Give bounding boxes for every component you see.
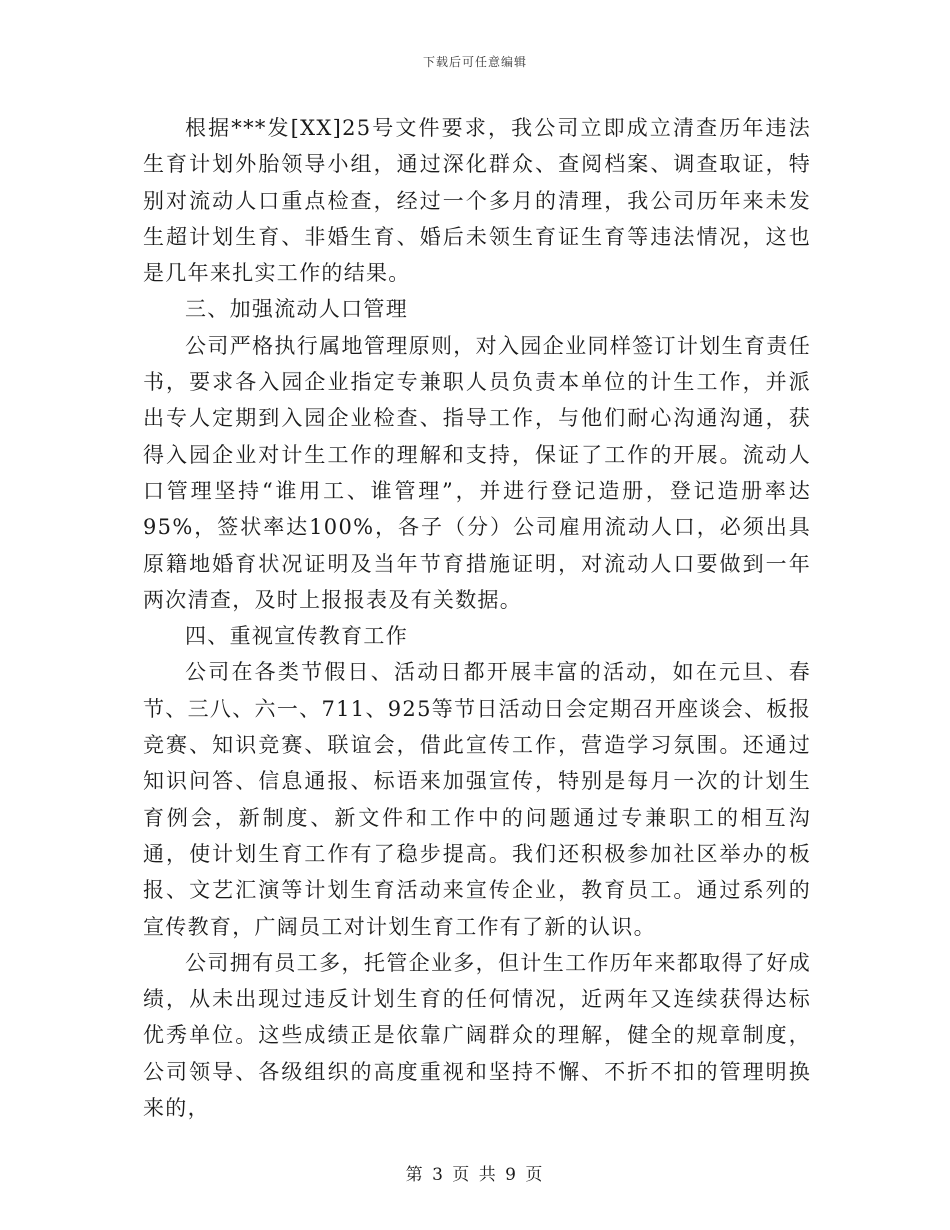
section-heading-publicity-education: 四、重视宣传教育工作 [185, 624, 408, 649]
paragraph-floating-population: 公司严格执行属地管理原则，对入园企业同样签订计划生育责任书，要求各入园企业指定专兼职人员负责本单位的计生工作，并派出专人定期到入园企业检查、指导工作，与他们耐心沟通沟通，获得入园企业对计生工作的理解和支持，保证了工作的开展。流动人口管理坚持“谁用工、谁管理”，并进行登记造册，登记造册率达95%，签状率达100%，各子（分）公司雇用流动人口，必须出具原籍地婚育状况证明及当年节育措施证明，对流动人口要做到一年两次清查，及时上报报表及有关数据。 [143, 333, 811, 612]
section-heading-floating-population: 三、加强流动人口管理 [185, 297, 408, 322]
document-body [143, 110, 811, 1126]
page-number-footer: 第 3 页 共 9 页 [405, 1165, 545, 1185]
paragraph-publicity-education: 公司在各类节假日、活动日都开展丰富的活动，如在元旦、春节、三八、六一、711、925等节日活动日会定期召开座谈会、板报竞赛、知识竞赛、联谊会，借此宣传工作，营造学习氛围。还通过知识问答、信息通报、标语来加强宣传，特别是每月一次的计划生育例会，新制度、新文件和工作中的问题通过专兼职工的相互沟通，使计划生育工作有了稳步提高。我们还积极参加社区举办的板报、文艺汇演等计划生育活动来宣传企业，教育员工。通过系列的宣传教育，广阔员工对计划生育工作有了新的认识。 [143, 660, 811, 939]
paragraph-achievements: 公司拥有员工多，托管企业多，但计生工作历年来都取得了好成绩，从未出现过违反计划生育的任何情况，近两年又连续获得达标优秀单位。这些成绩正是依靠广阔群众的理解，健全的规章制度，公司领导、各级组织的高度重视和坚持不懈、不折不扣的管理明换来的， [143, 950, 811, 1121]
paragraph-investigation: 根据***发[XX]25号文件要求，我公司立即成立清查历年违法生育计划外胎领导小组，通过深化群众、查阅档案、调查取证，特别对流动人口重点检查，经过一个多月的清理，我公司历年来未发生超计划生育、非婚生育、婚后未领生育证生育等违法情况，这也是几年来扎实工作的结果。 [143, 116, 811, 286]
page-header: 下载后可任意编辑 [422, 55, 527, 69]
